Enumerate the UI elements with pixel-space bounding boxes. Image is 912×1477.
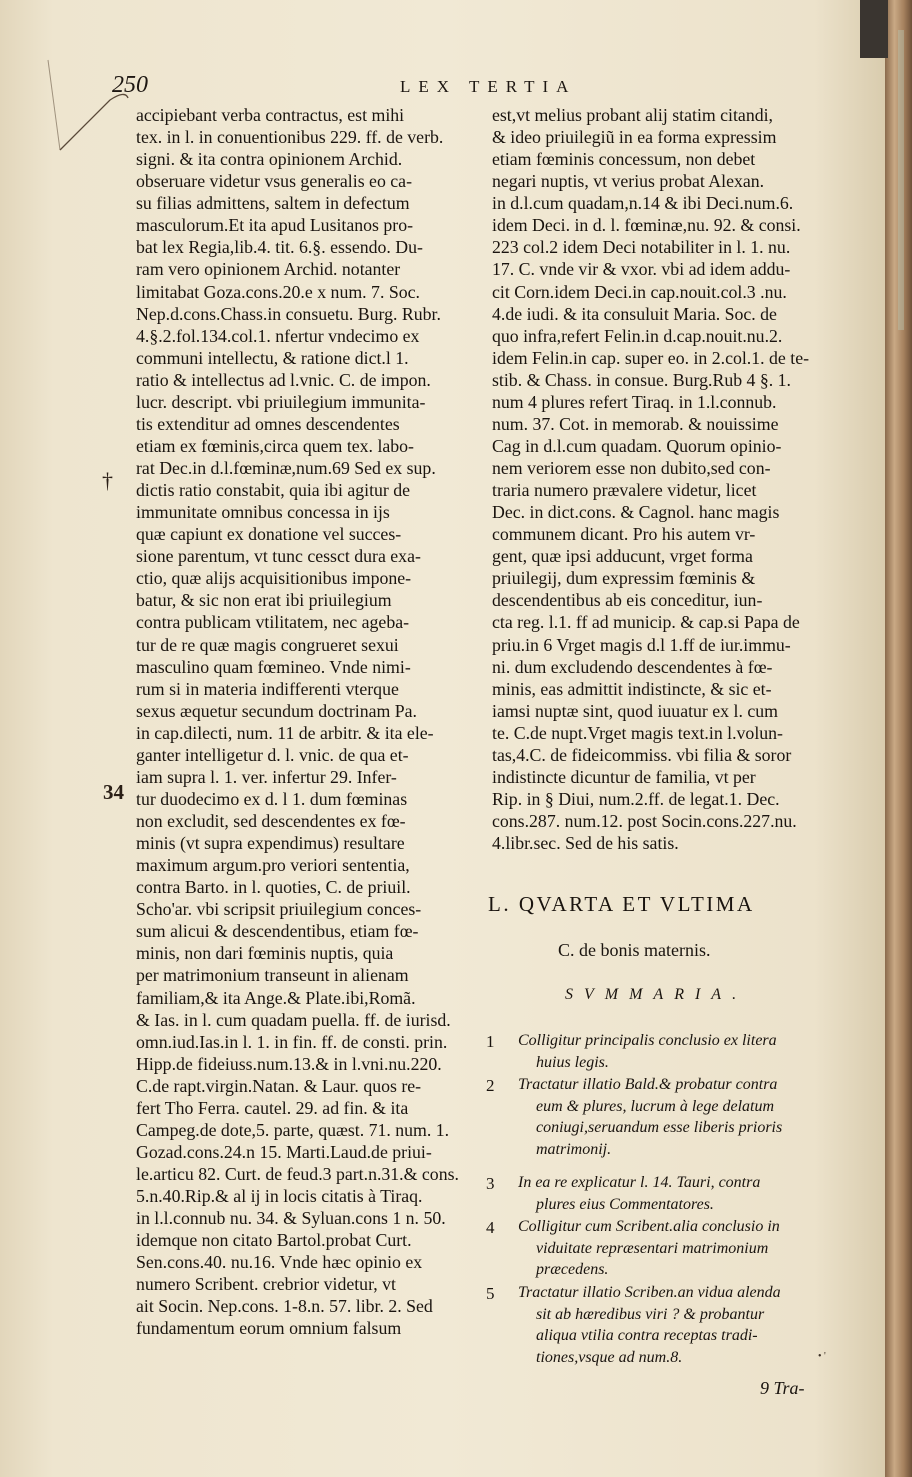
catchword: 9 Tra- <box>760 1378 805 1398</box>
text-line: sexus æquetur secundum doctrinam Pa. <box>136 700 417 721</box>
summaria-title: SVMMARIA. <box>565 986 748 1003</box>
text-line: minis (vt supra expendimus) resultare <box>136 833 405 854</box>
text-line: numero Scribent. crebrior videtur, vt <box>136 1274 396 1295</box>
text-line: iamsi nuptæ sint, quod iuuatur ex l. cum <box>492 700 778 721</box>
summaria-number: 4 <box>486 1218 495 1237</box>
text-line: cta reg. l.1. ff ad municip. & cap.si Papa de <box>492 612 800 633</box>
summaria-line: plures eius Commentatores. <box>536 1195 714 1213</box>
summaria-entry <box>518 1074 830 1161</box>
text-line: in d.l.cum quadam,n.14 & ibi Deci.num.6. <box>492 193 794 214</box>
text-line: Nep.d.cons.Chass.in consuetu. Burg. Rubr. <box>136 303 441 324</box>
summaria-line: sit ab hæredibus viri ? & probantur <box>536 1305 765 1323</box>
text-line: maximum argum.pro veriori sententia, <box>136 855 410 876</box>
text-line: nem veriorem esse non dubito,sed con- <box>492 458 771 478</box>
summaria-line: Colligitur cum Scribent.alia conclusio in <box>518 1218 780 1235</box>
text-line: ratio & intellectus ad l.vnic. C. de impon. <box>136 369 431 390</box>
summaria-number: 5 <box>486 1284 495 1303</box>
text-line: idem Deci. in d. l. fœminæ,nu. 92. & consi. <box>492 215 801 236</box>
text-line: Gozad.cons.24.n 15. Marti.Laud.de priui- <box>136 1141 432 1162</box>
text-line: priuilegij, dum expressim fœminis & <box>492 568 756 589</box>
law-heading: L. QVARTA ET VLTIMA <box>488 892 755 916</box>
text-line: ait Socin. Nep.cons. 1-8.n. 57. libr. 2. Sed <box>136 1296 433 1317</box>
page-number: 250 <box>112 72 148 98</box>
summaria-entry <box>518 1030 830 1073</box>
dark-corner <box>860 0 888 58</box>
text-line: familiam,& ita Ange.& Plate.ibi,Romã. <box>136 987 416 1008</box>
text-line: cons.287. num.12. post Socin.cons.227.nu. <box>492 811 797 831</box>
text-line: accipiebant verba contractus, est mihi <box>136 105 405 125</box>
text-line: rum si in materia indifferenti vterque <box>136 678 399 699</box>
summaria-entry <box>518 1172 830 1215</box>
text-line: fert Tho Ferra. cautel. 29. ad fin. & ita <box>136 1097 409 1118</box>
text-line: Cag in d.l.cum quadam. Quorum opinio- <box>492 435 782 456</box>
text-line: signi. & ita contra opinionem Archid. <box>136 149 403 170</box>
text-line: C.de rapt.virgin.Natan. & Laur. quos re- <box>136 1075 422 1096</box>
text-line: est,vt melius probant alij statim citandi, <box>492 105 773 125</box>
left-text-column <box>136 104 482 1340</box>
text-line: 5.n.40.Rip.& al ij in locis citatis à Tiraq. <box>136 1186 423 1207</box>
text-line: tis extenditur ad omnes descendentes <box>136 413 400 434</box>
text-line: communem dicant. Pro his autem vr- <box>492 524 756 545</box>
text-line: contra Barto. in l. quoties, C. de priuil. <box>136 877 411 898</box>
text-line: traria numero prævalere videtur, licet <box>492 480 757 501</box>
text-line: te. C.de nupt.Vrget magis text.in l.volun- <box>492 722 783 743</box>
summaria-line: Tractatur illatio Scriben.an vidua alenda <box>518 1284 781 1301</box>
text-line: dictis ratio constabit, quia ibi agitur de <box>136 480 411 501</box>
summaria-line: matrimonij. <box>536 1141 612 1159</box>
text-line: Campeg.de dote,5. parte, quæst. 71. num. 1. <box>136 1119 450 1140</box>
summaria-entry <box>518 1216 830 1281</box>
margin-note-number: 34 <box>103 780 124 804</box>
text-line: 4.libr.sec. Sed de his satis. <box>492 833 679 854</box>
text-line: cit Corn.idem Deci.in cap.nouit.col.3 .nu. <box>492 281 787 302</box>
text-line: in cap.dilecti, num. 11 de arbitr. & ita ele- <box>136 722 434 743</box>
text-line: communi intellectu, & ratione dict.l 1. <box>136 347 409 368</box>
summaria-line: eum & plures, lucrum à lege delatum <box>536 1097 775 1115</box>
text-line: limitabat Goza.cons.20.e x num. 7. Soc. <box>136 281 420 302</box>
text-line: num. 37. Cot. in memorab. & nouissime <box>492 413 779 434</box>
law-subheading: C. de bonis maternis. <box>558 940 711 960</box>
text-line: fundamentum eorum omnium falsum <box>136 1318 402 1339</box>
summaria-entry <box>518 1282 830 1369</box>
text-line: per matrimonium transeunt in alienam <box>136 965 409 986</box>
margin-dagger-mark: † <box>102 468 113 493</box>
text-line: rat Dec.in d.l.fœminæ,num.69 Sed ex sup. <box>136 458 436 478</box>
text-line: stib. & Chass. in consue. Burg.Rub 4 §. 1. <box>492 369 791 390</box>
text-line: masculorum.Et ita apud Lusitanos pro- <box>136 215 414 236</box>
text-line: Rip. in § Diui, num.2.ff. de legat.1. Dec. <box>492 788 780 809</box>
text-line: 223 col.2 idem Deci notabiliter in l. 1. nu. <box>492 237 791 258</box>
text-line: Sen.cons.40. nu.16. Vnde hæc opinio ex <box>136 1252 423 1273</box>
text-line: lucr. descript. vbi priuilegium immunita- <box>136 391 426 412</box>
text-line: num 4 plures refert Tiraq. in 1.l.connub. <box>492 391 777 412</box>
summaria-line: tiones,vsque ad num.8. <box>536 1349 683 1367</box>
summaria-number: 3 <box>486 1174 495 1193</box>
pen-stroke-mark <box>0 0 140 240</box>
text-line: idem Felin.in cap. super eo. in 2.col.1. de te- <box>492 347 810 368</box>
text-line: Scho'ar. vbi scripsit priuilegium conces- <box>136 899 422 920</box>
text-line: tur de re quæ magis congrueret sexui <box>136 634 399 655</box>
text-line: in l.l.connub nu. 34. & Syluan.cons 1 n. 50. <box>136 1208 446 1229</box>
summaria-line: viduitate repræsentari matrimonium <box>536 1239 769 1257</box>
text-line: ganter intelligetur d. l. vnic. de qua et- <box>136 744 409 765</box>
text-line: su filias admittens, saltem in defectum <box>136 193 410 214</box>
summaria-number: 2 <box>486 1076 495 1095</box>
text-line: quo infra,refert Felin.in d.cap.nouit.nu.2. <box>492 325 783 346</box>
right-text-column <box>492 104 832 854</box>
book-edge <box>885 0 912 1477</box>
text-line: etiam ex fœminis,circa quem tex. labo- <box>136 435 414 456</box>
summaria-line: In ea re explicatur l. 14. Tauri, contra <box>518 1174 761 1191</box>
summaria-line: coniugi,seruandum esse liberis prioris <box>536 1119 783 1137</box>
text-line: 4.§.2.fol.134.col.1. nfertur vndecimo ex <box>136 325 420 346</box>
text-line: sum alicui & descendentibus, etiam fœ- <box>136 921 419 942</box>
text-line: sione parentum, vt tunc cessct dura exa- <box>136 546 421 567</box>
text-line: tex. in l. in conuentionibus 229. ff. de verb. <box>136 127 444 148</box>
text-line: gent, quæ ipsi adducunt, vrget forma <box>492 546 753 567</box>
text-line: ram vero opinionem Archid. notanter <box>136 259 401 280</box>
text-line: masculino quam fœmineo. Vnde nimi- <box>136 656 411 677</box>
text-line: non excludit, sed descendentes ex fœ- <box>136 811 406 831</box>
text-line: batur, & sic non erat ibi priuilegium <box>136 590 392 611</box>
text-line: quæ capiunt ex donatione vel succes- <box>136 524 402 545</box>
text-line: bat lex Regia,lib.4. tit. 6.§. essendo. Du- <box>136 237 423 258</box>
text-line: & Ias. in l. cum quadam puella. ff. de iurisd. <box>136 1009 451 1030</box>
text-line: ni. dum excludendo descendentes à fœ- <box>492 656 773 677</box>
text-line: contra publicam vtilitatem, nec ageba- <box>136 612 410 633</box>
running-title: LEX TERTIA <box>400 77 577 96</box>
text-line: etiam fœminis concessum, non debet <box>492 149 756 170</box>
text-line: descendentibus ab eis conceditur, iun- <box>492 590 763 611</box>
text-line: iam supra l. 1. ver. infertur 29. Infer- <box>136 766 397 787</box>
summaria-line: Tractatur illatio Bald.& probatur contra <box>518 1076 778 1093</box>
text-line: tas,4.C. de fideicommiss. vbi filia & soror <box>492 744 792 765</box>
text-line: & ideo priuilegiũ in ea forma expressim <box>492 127 777 148</box>
text-line: minis, eas admittit indistincte, & sic et- <box>492 678 772 699</box>
text-line: minis, non dari fœminis nuptis, quia <box>136 943 394 964</box>
stray-mark: • ' <box>818 1351 826 1362</box>
text-line: Dec. in dict.cons. & Cagnol. hanc magis <box>492 502 780 523</box>
text-line: ctio, quæ alijs acquisitionibus impone- <box>136 568 412 589</box>
text-line: indistincte dicuntur de familia, vt per <box>492 766 756 787</box>
text-line: tur duodecimo ex d. l 1. dum fœminas <box>136 788 408 809</box>
text-line: idemque non citato Bartol.probat Curt. <box>136 1230 412 1251</box>
text-line: omn.iud.Ias.in l. 1. in fin. ff. de consti. prin. <box>136 1031 448 1052</box>
summaria-line: Colligitur principalis conclusio ex litera <box>518 1032 777 1049</box>
summaria-line: aliqua vtilia contra receptas tradi- <box>536 1327 758 1345</box>
text-line: priu.in 6 Vrget magis d.l 1.ff de iur.immu- <box>492 634 791 655</box>
text-line: immunitate omnibus concessa in ijs <box>136 502 390 523</box>
summaria-line: præcedens. <box>536 1261 609 1279</box>
summaria-line: huius legis. <box>536 1053 609 1071</box>
text-line: Hipp.de fideiuss.num.13.& in l.vni.nu.220. <box>136 1053 442 1074</box>
text-line: obseruare videtur vsus generalis eo ca- <box>136 171 412 192</box>
text-line: 4.de iudi. & ita consuluit Maria. Soc. de <box>492 303 777 324</box>
text-line: le.articu 82. Curt. de feud.3 part.n.31.& cons. <box>136 1164 459 1184</box>
summaria-number: 1 <box>486 1032 495 1051</box>
text-line: 17. C. vnde vir & vxor. vbi ad idem addu- <box>492 259 791 280</box>
text-line: negari nuptis, vt verius probat Alexan. <box>492 171 765 192</box>
edge-tab <box>898 30 904 330</box>
